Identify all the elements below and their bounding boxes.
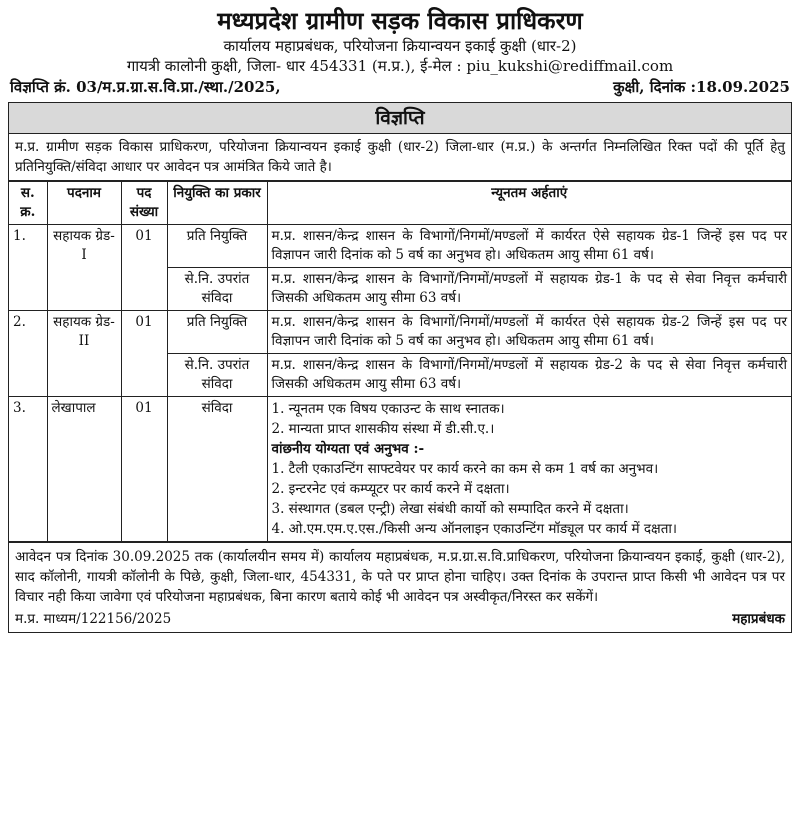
notice-banner: विज्ञप्ति — [8, 102, 792, 134]
footer-paragraph: आवेदन पत्र दिनांक 30.09.2025 तक (कार्यालयीन समय में) कार्यालय महाप्रबंधक, म.प्र.ग्रा.स.वि.प्राधिकरण, परियोजना क्रियान्वयन इकाई, कुक्षी (धार-2), साद कॉलोनी, गायत्री कॉलोनी के पिछे, कुक्षी, जिला-धार, 454331, के पते पर प्राप्त होना चाहिए। उक्त दिनांक के उपरान्त प्राप्त किसी भी आवेदन पत्र पर विचार नही किया जावेगा एवं परियोजना महाप्रबंधक, बिना कारण बताये कोई भी आवेदन पत्र अस्वीकृत/निरस्त कर सकेंगें। — [9, 542, 791, 609]
row-count: 01 — [121, 397, 167, 542]
row-qualification: म.प्र. शासन/केन्द्र शासन के विभागों/निगमों/मण्डलों में कार्यरत ऐसे सहायक ग्रेड-1 जिन्हें इस पद पर विज्ञापन जारी दिनांक को 5 वर्ष का अनुभव हो। अधिकतम आयु सीमा 61 वर्ष। — [267, 225, 791, 268]
row-sno: 3. — [9, 397, 47, 542]
row-post: लेखापाल — [47, 397, 121, 542]
vacancy-table — [9, 181, 791, 542]
table-header-row — [9, 182, 791, 225]
desirable-item: 2. इन्टरनेट एवं कम्प्यूटर पर कार्य करने में दक्षता। — [271, 481, 510, 497]
desirable-item: 1. टैली एकाउन्टिंग साफ्टवेयर पर कार्य करने का कम से कम 1 वर्ष का अनुभव। — [271, 461, 659, 477]
row-mode: से.नि. उपरांत संविदा — [167, 268, 267, 311]
reference-number: विज्ञप्ति क्रं. 03/म.प्र.ग्रा.स.वि.प्रा./स्था./2025, — [10, 78, 281, 96]
row-post: सहायक ग्रेड-II — [47, 311, 121, 397]
intro-paragraph: म.प्र. ग्रामीण सड़क विकास प्राधिकरण, परियोजना क्रियान्वयन इकाई कुक्षी (धार-2) जिला-धार (म.प्र.) के अन्तर्गत निम्नलिखित रिक्त पदों की पूर्ति हेतु प्रतिनियुक्ति/संविदा आधार पर आवेदन पत्र आमंत्रित किये जाते है। — [9, 134, 791, 181]
table-row — [9, 397, 791, 542]
desirable-heading: वांछनीय योग्यता एवं अनुभव :- — [271, 441, 425, 457]
row-count: 01 — [121, 225, 167, 311]
row-mode: से.नि. उपरांत संविदा — [167, 354, 267, 397]
signatory: महाप्रबंधक — [732, 611, 785, 627]
header-count: पद संख्या — [121, 182, 167, 225]
row-qualification: म.प्र. शासन/केन्द्र शासन के विभागों/निगमों/मण्डलों में सहायक ग्रेड-2 के पद से सेवा निवृत्त कर्मचारी जिसकी अधिकतम आयु सीमा 63 वर्ष। — [267, 354, 791, 397]
desirable-item: 3. संस्थागत (डबल एन्ट्री) लेखा संबंधी कार्यो को सम्पादित करने में दक्षता। — [271, 501, 629, 517]
org-name: मध्यप्रदेश ग्रामीण सड़क विकास प्राधिकरण — [217, 6, 583, 35]
row-post: सहायक ग्रेड-I — [47, 225, 121, 311]
desirable-item: 4. ओ.एम.एम.ए.एस./किसी अन्य ऑनलाइन एकाउन्टिंग मॉड्यूल पर कार्य में दक्षता। — [271, 521, 678, 537]
header-sno: स. क्र. — [9, 182, 47, 225]
row-mode: प्रति नियुक्ति — [167, 311, 267, 354]
place-date: कुक्षी, दिनांक :18.09.2025 — [613, 78, 790, 96]
row-mode: संविदा — [167, 397, 267, 542]
table-row — [9, 225, 791, 268]
row-qualification: म.प्र. शासन/केन्द्र शासन के विभागों/निगमों/मण्डलों में सहायक ग्रेड-1 के पद से सेवा निवृत्त कर्मचारी जिसकी अधिकतम आयु सीमा 63 वर्ष। — [267, 268, 791, 311]
row-sno: 1. — [9, 225, 47, 311]
header-post: पदनाम — [47, 182, 121, 225]
release-number: म.प्र. माध्यम/122156/2025 — [15, 611, 172, 627]
row-qualification: म.प्र. शासन/केन्द्र शासन के विभागों/निगमों/मण्डलों में कार्यरत ऐसे सहायक ग्रेड-2 जिन्हें इस पद पर विज्ञापन जारी दिनांक को 5 वर्ष का अनुभव हो। अधिकतम आयु सीमा 61 वर्ष। — [267, 311, 791, 354]
footer-sign-line — [9, 609, 791, 632]
row-qualification-list — [267, 397, 791, 542]
qualification-item: 2. मान्यता प्राप्त शासकीय संस्था में डी.सी.ए.। — [271, 421, 495, 437]
notice-body — [8, 134, 792, 633]
header-mode: नियुक्ति का प्रकार — [167, 182, 267, 225]
office-address: गायत्री कालोनी कुक्षी, जिला- धार 454331 (म.प्र.), ई-मेल : piu_kukshi@rediffmail.com — [126, 57, 674, 75]
row-count: 01 — [121, 311, 167, 397]
qualification-item: 1. न्यूनतम एक विषय एकाउन्ट के साथ स्नातक। — [271, 401, 505, 417]
table-row — [9, 311, 791, 354]
row-sno: 2. — [9, 311, 47, 397]
row-mode: प्रति नियुक्ति — [167, 225, 267, 268]
header-qualification: न्यूनतम अर्हताएं — [267, 182, 791, 225]
reference-line — [8, 76, 792, 98]
office-name: कार्यालय महाप्रबंधक, परियोजना क्रियान्वयन इकाई कुक्षी (धार-2) — [223, 37, 577, 55]
